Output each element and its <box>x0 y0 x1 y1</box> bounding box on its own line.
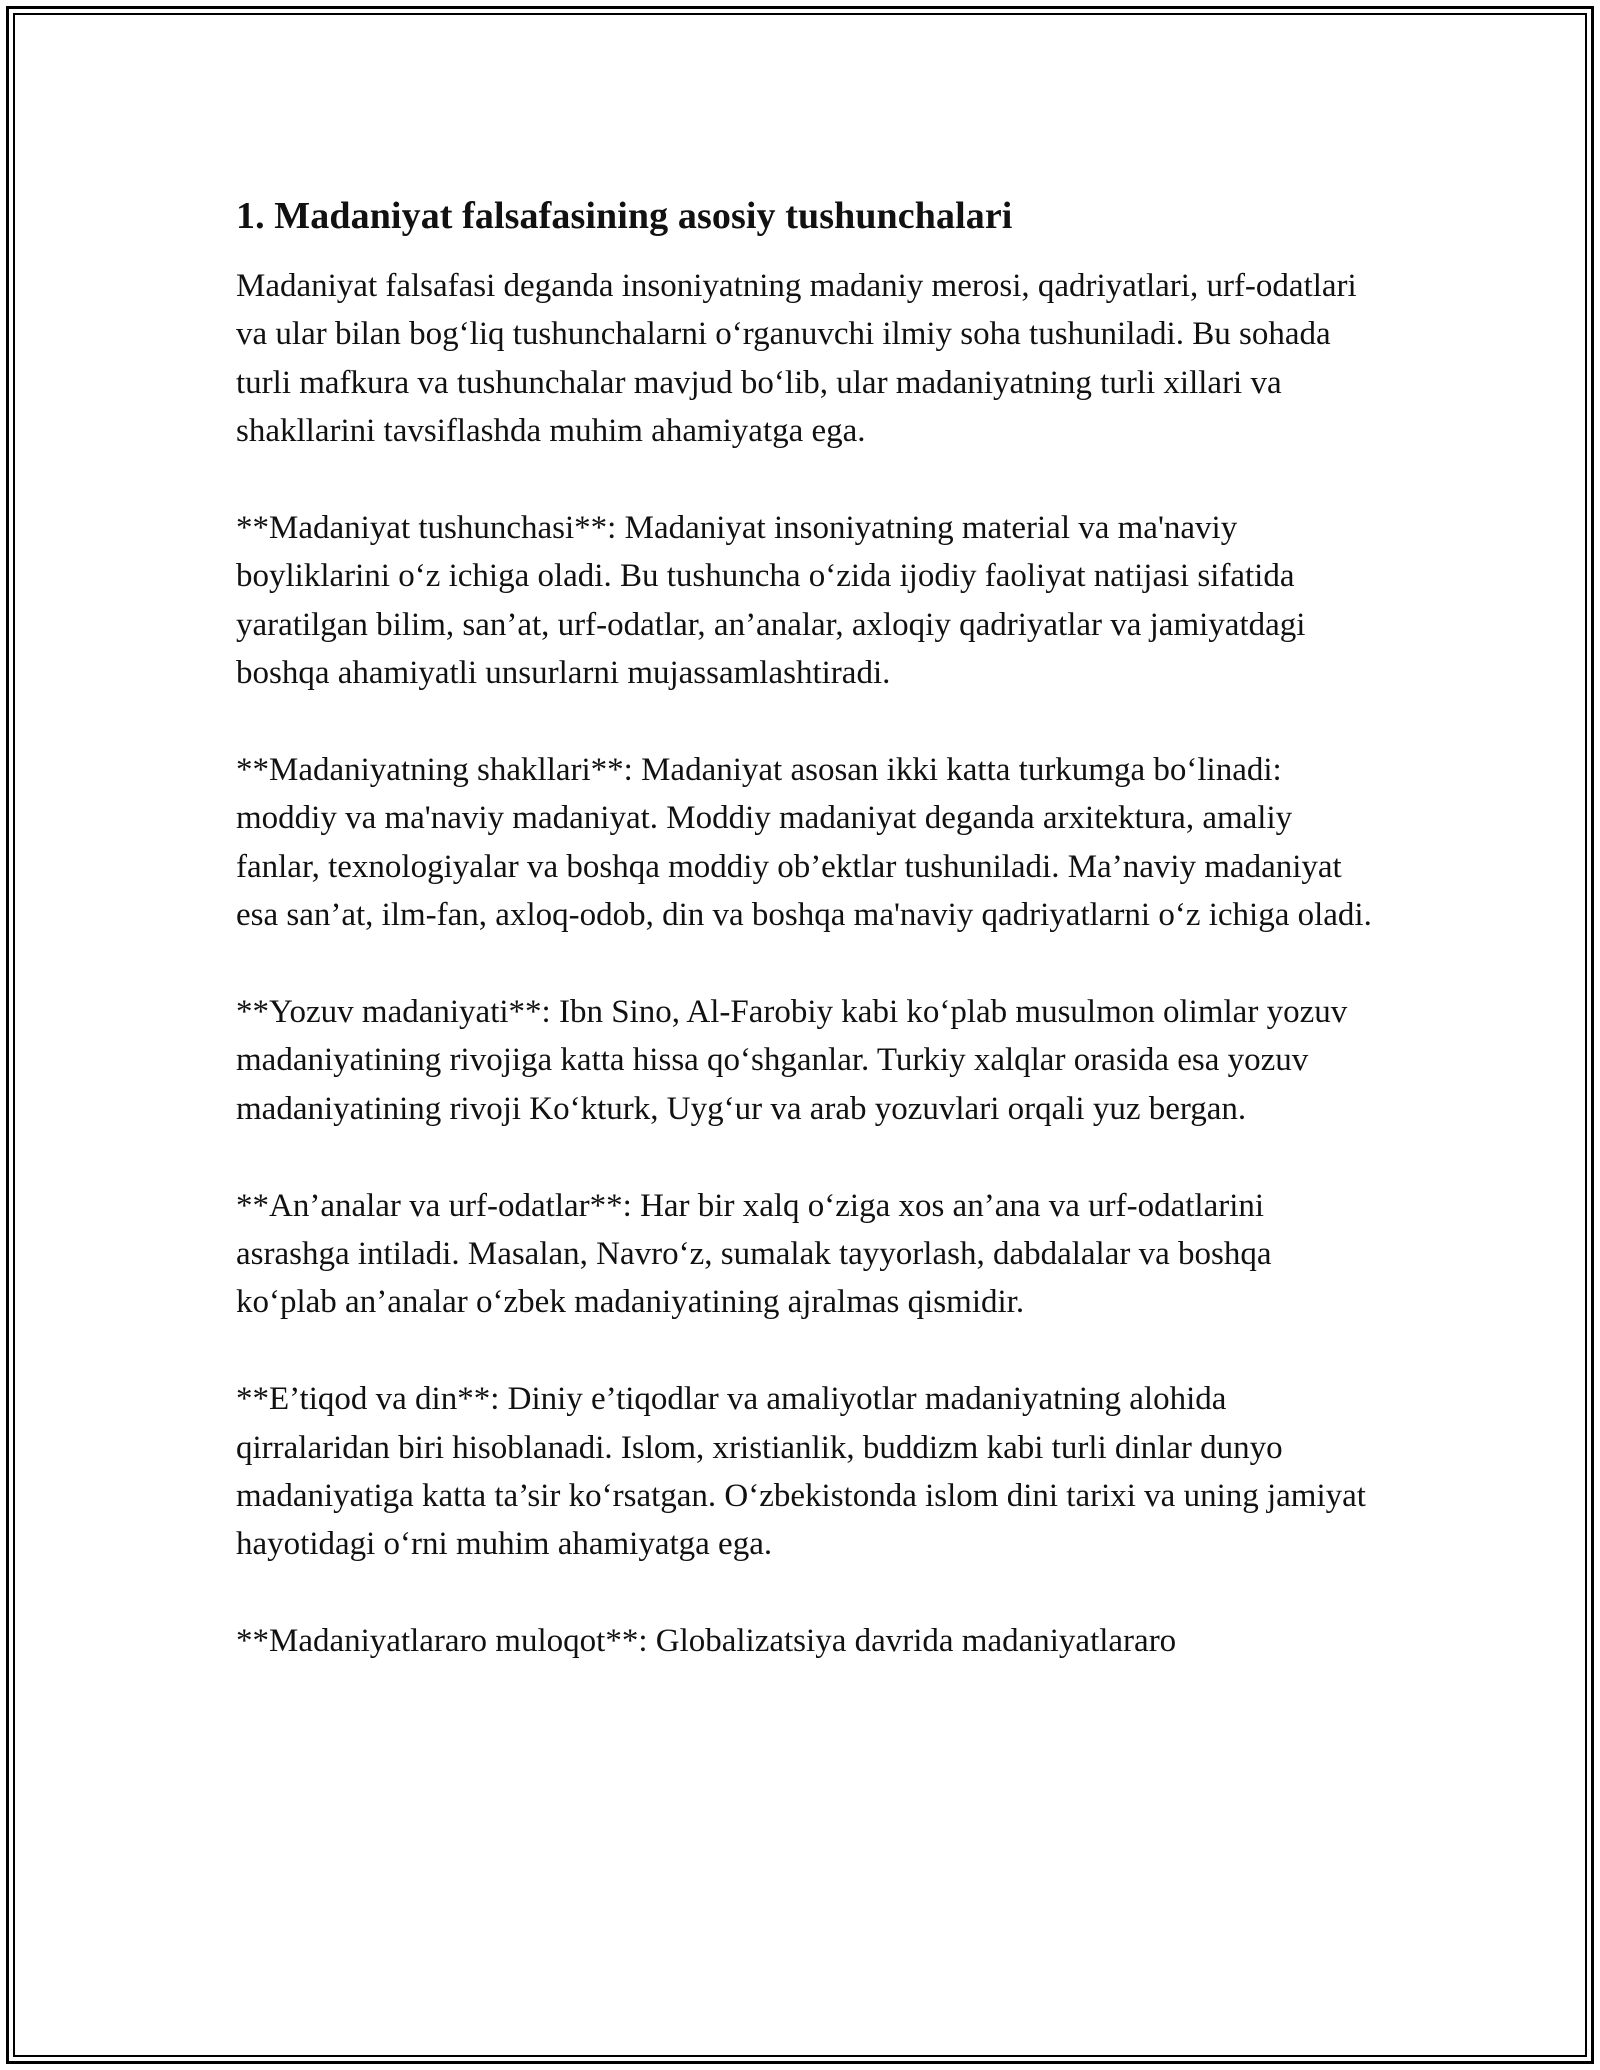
section-heading: 1. Madaniyat falsafasining asosiy tushunchalari <box>236 195 1013 237</box>
paragraph-ananalar-va-urf-odatlar: **An’analar va urf-odatlar**: Har bir xalq o‘ziga xos an’ana va urf-odatlarini asrashga intiladi. Masalan, Navro‘z, sumalak tayyorlash, dabdalalar va boshqa ko‘plab an’analar o‘zbek madaniyatining ajralmas qismidir. <box>236 1187 1272 1321</box>
paragraph-intro: Madaniyat falsafasi deganda insoniyatning madaniy merosi, qadriyatlari, urf-odatlari va ular bilan bog‘liq tushunchalarni o‘rganuvchi ilmiy soha tushuniladi. Bu sohada turli mafkura va tushunchalar mavjud bo‘lib, ular madaniyatning turli xillari va shakllarini tavsiflashda muhim ahamiyatga ega. <box>236 268 1357 450</box>
paragraph-madaniyatlararo-muloqot: **Madaniyatlararo muloqot**: Globalizatsiya davrida madaniyatlararo <box>236 1623 1177 1660</box>
paragraph-madaniyat-tushunchasi: **Madaniyat tushunchasi**: Madaniyat insoniyatning material va ma'naviy boyliklarini o‘z ichiga oladi. Bu tushuncha o‘zida ijodiy faoliyat natijasi sifatida yaratilgan bilim, san’at, urf-odatlar, an’analar, axloqiy qadriyatlar va jamiyatdagi boshqa ahamiyatli unsurlarni mujassamlashtiradi. <box>236 510 1306 692</box>
document-body <box>236 182 1376 1666</box>
paragraph-etiqod-va-din: **E’tiqod va din**: Diniy e’tiqodlar va amaliyotlar madaniyatning alohida qirralaridan biri hisoblanadi. Islom, xristianlik, buddizm kabi turli dinlar dunyo madaniyatiga katta ta’sir ko‘rsatgan. O‘zbekistonda islom dini tarixi va uning jamiyat hayotidagi o‘rni muhim ahamiyatga ega. <box>236 1381 1366 1563</box>
paragraph-yozuv-madaniyati: **Yozuv madaniyati**: Ibn Sino, Al-Farobiy kabi ko‘plab musulmon olimlar yozuv madaniyatining rivojiga katta hissa qo‘shganlar. Turkiy xalqlar orasida esa yozuv madaniyatining rivoji Ko‘kturk, Uyg‘ur va arab yozuvlari orqali yuz bergan. <box>236 994 1348 1127</box>
paragraph-madaniyatning-shakllari: **Madaniyatning shakllari**: Madaniyat asosan ikki katta turkumga bo‘linadi: moddiy va ma'naviy madaniyat. Moddiy madaniyat deganda arxitektura, amaliy fanlar, texnologiyalar va boshqa moddiy ob’ektlar tushuniladi. Ma’naviy madaniyat esa san’at, ilm-fan, axloq-odob, din va boshqa ma'naviy qadriyatlarni o‘z ichiga oladi. <box>236 752 1372 934</box>
